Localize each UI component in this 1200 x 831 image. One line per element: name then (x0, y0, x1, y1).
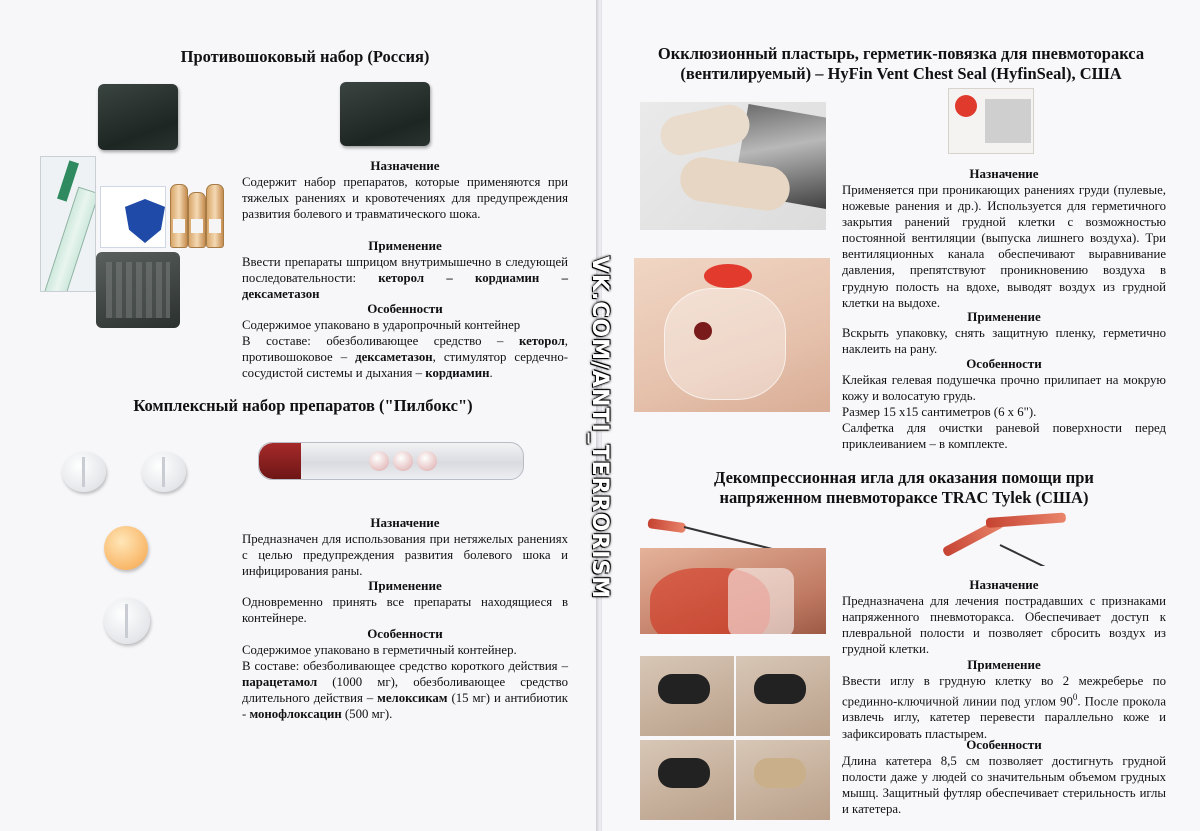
pill-tablet-2 (142, 452, 186, 492)
s2-purpose-heading: Назначение (370, 515, 440, 530)
case-closed-photo (98, 84, 178, 150)
s1-purpose-text: Содержит набор препаратов, которые применяются при тяжелых ранениях и кровотечениях для предупреждения развития болевого и травматического шока. (242, 175, 568, 222)
s1-features-heading: Особенности (367, 301, 443, 316)
r2-features-text: Длина катетера 8,5 см позволяет достигнуть грудной полости даже у людей со значительным объемом грудных мышц. Защитный футляр обеспечивает стерильность иглы и катетера. (842, 754, 1166, 817)
s1-use-text: Ввести препараты шприцом внутримышечно в следующей последовательности: кеторол – кордиамин – дексаметазон (242, 255, 568, 302)
needle-catheter-photo (646, 512, 816, 548)
ampoules-photo (168, 176, 224, 248)
r1-use-heading: Применение (967, 309, 1041, 324)
s1-purpose-heading: Назначение (370, 158, 440, 173)
r2-use-heading: Применение (967, 657, 1041, 672)
s2-use-text: Одновременно принять все препараты находящиеся в контейнере. (242, 595, 568, 626)
section-title-antishock-kit: Противошоковый набор (Россия) (180, 47, 430, 66)
s1-use-heading: Применение (368, 238, 442, 253)
s1-features-text: Содержимое упаковано в ударопрочный контейнер В составе: обезболивающее средство – кеторол, противошоковое – дексаметазон, стимулятор сердечно-сосудистой системы и дыхания – кордиамин. (242, 318, 568, 381)
pillbox-tube-photo (258, 442, 524, 480)
case-open-photo (96, 252, 180, 328)
s2-purpose-text: Предназначен для использования при нетяжелых ранениях с целью предупреждения развития болевого шока и инфицирования раны. (242, 532, 568, 579)
gloved-hands-opening-package-photo (640, 102, 826, 230)
right-page (602, 0, 1200, 831)
r2-features-heading: Особенности (966, 737, 1042, 752)
pill-tablet-orange (104, 526, 148, 570)
needle-procedure-steps-photo (640, 656, 830, 824)
watermark-vertical-text: VK.COM/ANTI_TERRORISM (587, 255, 613, 600)
chest-seal-package-photo (948, 88, 1034, 154)
r2-purpose-text: Предназначена для лечения пострадавших с признаками напряженного пневмоторакса. Обеспечивает доступ к плевральной полости и позволяет сбросить воздух из грудной клетки. (842, 594, 1166, 657)
needle-kit-photo (938, 508, 1080, 566)
section-title-pillbox: Комплексный набор препаратов ("Пилбокс") (133, 396, 473, 415)
s2-use-heading: Применение (368, 578, 442, 593)
case-side-photo (340, 82, 430, 146)
r1-features-heading: Особенности (966, 356, 1042, 371)
r1-use-text: Вскрыть упаковку, снять защитную пленку, герметично наклеить на рану. (842, 326, 1166, 357)
pill-tablet-3 (104, 598, 150, 644)
section-title-decompression-needle: Декомпрессионная игла для оказания помощи при напряженном пневмотораксе TRAC Tylek (США) (714, 468, 1094, 507)
r2-use-text: Ввести иглу в грудную клетку во 2 межреберье по срединно-ключичной линии под углом $90^0$. После прокола извлечь иглу, катетер перевести параллельно коже и зафиксировать пластырем. (842, 674, 1166, 741)
s2-features-text: Содержимое упаковано в герметичный контейнер. В составе: обезболивающее средство короткого действия – парацетамол (1000 мг), обезболивающее средство длительного действия – мелоксикам (15 мг) и антибиотик - монофлоксацин (500 мг). (242, 643, 568, 722)
r1-features-text: Клейкая гелевая подушечка прочно прилипает на мокрую кожу и волосатую грудь. Размер 15 х15 сантиметров (6 х 6"). Салфетка для очистки раневой поверхности перед приклеиванием – в комплекте. (842, 373, 1166, 452)
pill-tablet-1 (62, 452, 106, 492)
needle-insertion-torso-photo (640, 548, 826, 634)
syringe-photo (40, 156, 96, 292)
r1-purpose-heading: Назначение (969, 166, 1039, 181)
s2-features-heading: Особенности (367, 626, 443, 641)
section-title-chest-seal: Окклюзионный пластырь, герметик-повязка для пневмоторакса (вентилируемый) – HyFin Vent Chest Seal (HyfinSeal), США (657, 44, 1145, 83)
wipe-packet-photo (100, 186, 166, 248)
left-page (0, 0, 598, 831)
r1-purpose-text: Применяется при проникающих ранениях груди (пулевые, ножевые ранения и др.). Используется для герметичного закрытия ранений грудной клетки с возможностью постоянной вентиляции (выпуска лишнего воздуха). Три вентиляционных канала обеспечивают выравнивание давления, препятствуют проникновению воздуха в грудную полость на вдохе, выводят воздух из грудной клетки на выдохе. (842, 183, 1166, 310)
chest-seal-applied-photo (634, 258, 830, 412)
r2-purpose-heading: Назначение (969, 577, 1039, 592)
